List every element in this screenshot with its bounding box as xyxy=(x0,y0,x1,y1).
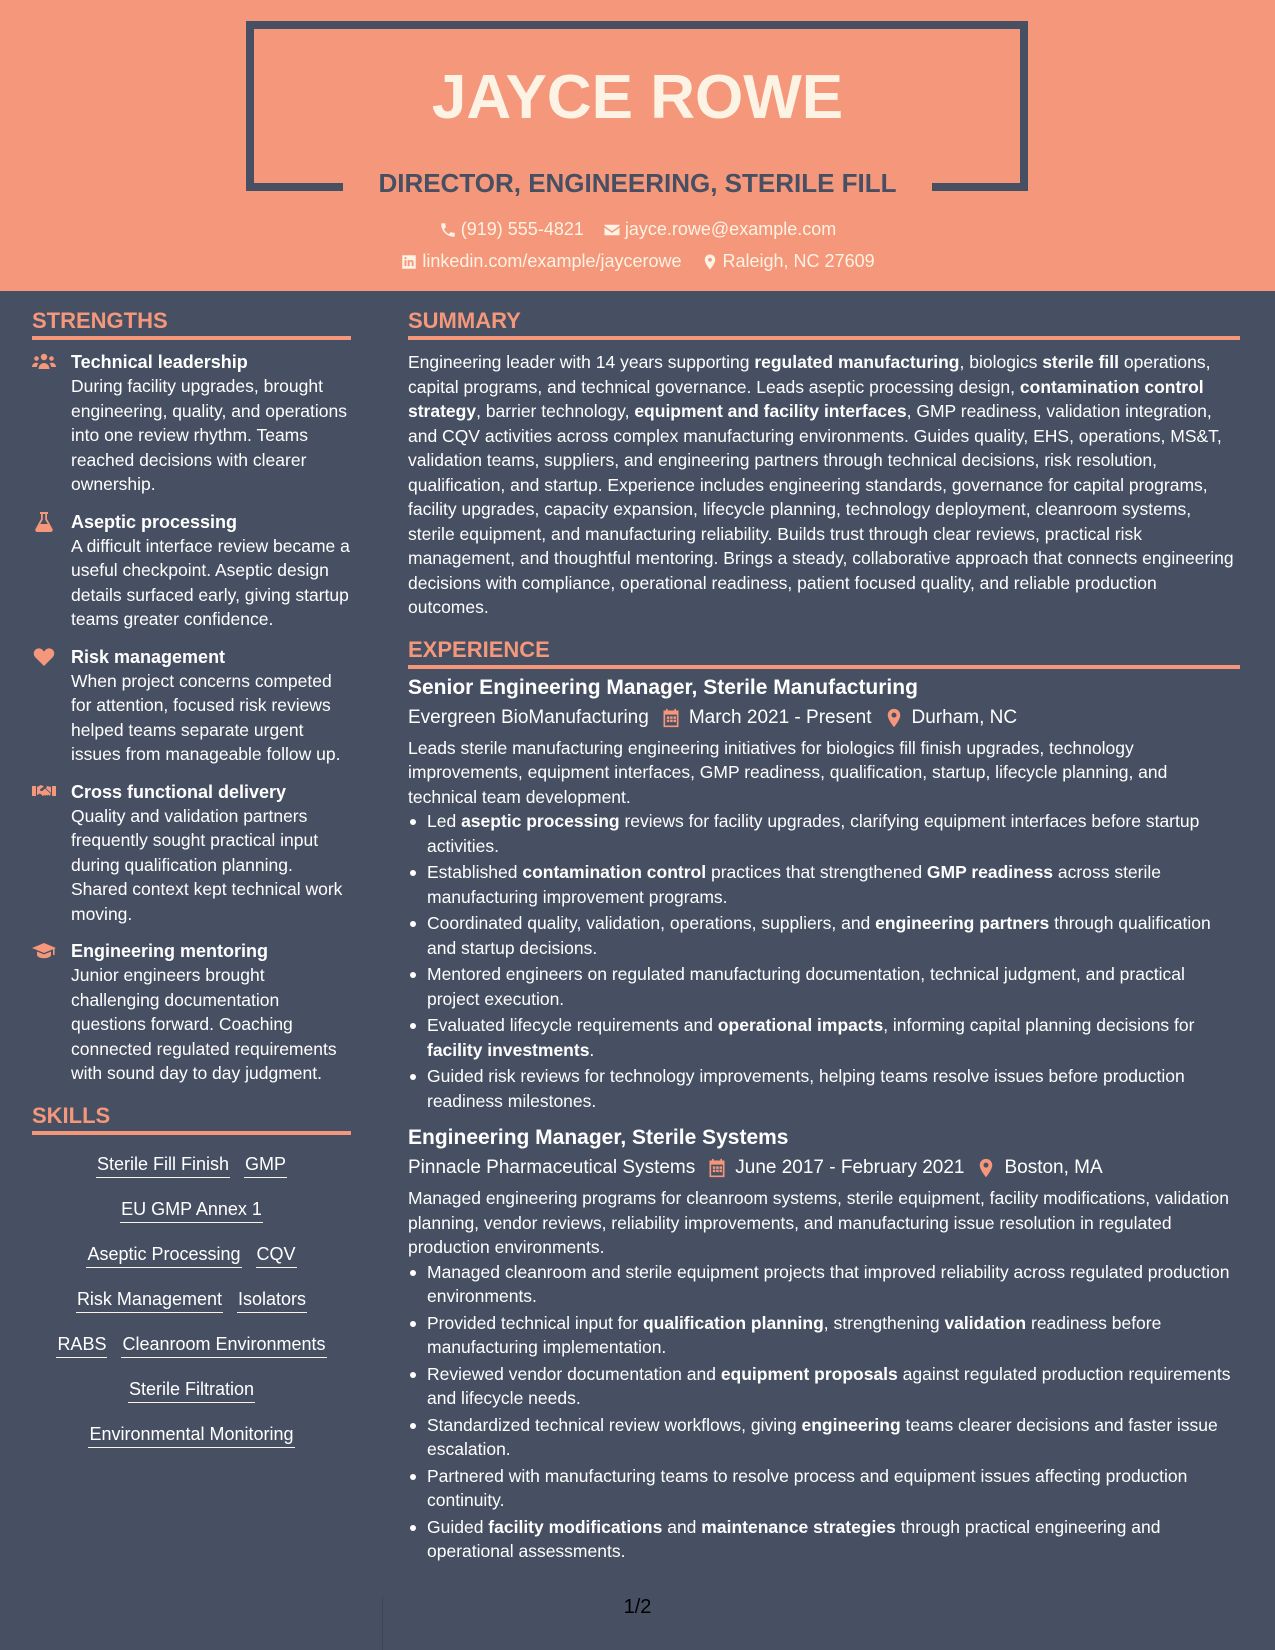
skill-tag: Environmental Monitoring xyxy=(88,1423,294,1448)
skills-rule xyxy=(32,1131,351,1135)
skill-tag: CQV xyxy=(256,1243,297,1268)
skill-tag: Risk Management xyxy=(76,1288,223,1313)
job-title-headline: DIRECTOR, ENGINEERING, STERILE FILL xyxy=(378,168,897,198)
skills-section xyxy=(32,1100,351,1468)
bullet-item: Coordinated quality, validation, operations, suppliers, and engineering partners through qualification and startup decisions. xyxy=(408,911,1240,960)
strength-desc: A difficult interface review became a useful checkpoint. Aseptic design details surfaced early, giving startup teams greater confidence. xyxy=(71,535,350,629)
bullet-item: Managed cleanroom and sterile equipment projects that improved reliability across regulated production environments. xyxy=(408,1260,1240,1309)
linkedin-contact[interactable] xyxy=(400,251,681,272)
strength-item xyxy=(32,645,351,767)
bullet-item: Reviewed vendor documentation and equipment proposals against regulated production requirements and lifecycle needs. xyxy=(408,1362,1240,1411)
company-name: Pinnacle Pharmaceutical Systems xyxy=(408,1157,696,1178)
candidate-name: JAYCE ROWE xyxy=(431,63,844,132)
email-text: jayce.rowe@example.com xyxy=(624,219,837,239)
phone-text: (919) 555-4821 xyxy=(460,219,584,239)
job-bullets xyxy=(408,809,1240,1113)
envelope-icon xyxy=(603,221,621,239)
location-text: Raleigh, NC 27609 xyxy=(722,251,875,271)
job-description: Managed engineering programs for cleanroom systems, sterile equipment, facility modifications, validation planning, vendor reviews, reliability improvements, and manufacturing issue resolution in regulated production environments. xyxy=(408,1188,1229,1257)
strength-title: Engineering mentoring xyxy=(71,941,269,961)
phone-contact[interactable] xyxy=(439,219,584,240)
handshake-icon xyxy=(32,782,58,802)
left-column xyxy=(32,305,351,1468)
map-pin-icon xyxy=(701,253,719,271)
skill-tag: Cleanroom Environments xyxy=(121,1333,326,1358)
right-column xyxy=(408,305,1240,1566)
skill-tag: Aseptic Processing xyxy=(86,1243,241,1268)
strength-desc: During facility upgrades, brought engineering, quality, and operations into one review rhythm. Teams reached decisions with clearer ownership. xyxy=(71,376,347,494)
strength-item xyxy=(32,780,351,927)
location-contact xyxy=(701,251,875,272)
strength-desc: Quality and validation partners frequently sought practical input during qualification planning. Shared context kept technical work moving. xyxy=(71,805,343,924)
users-icon xyxy=(32,352,58,372)
strength-title: Aseptic processing xyxy=(71,511,238,532)
bullet-item: Standardized technical review workflows, giving engineering teams clearer decisions and faster issue escalation. xyxy=(408,1413,1240,1462)
bullet-item: Led aseptic processing reviews for facility upgrades, clarifying equipment interfaces before startup activities. xyxy=(408,809,1240,858)
email-contact[interactable] xyxy=(603,219,836,240)
job-bullets xyxy=(408,1260,1240,1564)
calendar-icon xyxy=(707,1158,727,1178)
contact-row-1 xyxy=(0,219,1275,244)
experience-rule xyxy=(408,665,1240,669)
summary-text: Engineering leader with 14 years supporting regulated manufacturing, biologics sterile fill operations, capital programs, and technical governance. Leads aseptic processing design, contamination control strategy, barrier technology, equipment and facility interfaces, GMP readiness, validation integration, and CQV activities across complex manufacturing environments. Guides quality, EHS, operations, MS&T, validation teams, suppliers, and engineering partners through technical decisions, risk resolution, qualification, and startup. Experience includes engineering standards, governance for capital programs, facility upgrades, capacity expansion, lifecycle planning, technology deployment, cleanroom systems, sterile equipment, and manufacturing reliability. Builds trust through clear reviews, practical risk management, and thoughtful mentoring. Brings a steady, collaborative approach that connects engineering decisions with compliance, operational readiness, patient focused quality, and reliable production outcomes. xyxy=(408,352,1234,617)
experience-heading: EXPERIENCE xyxy=(408,636,550,662)
company-name: Evergreen BioManufacturing xyxy=(408,706,649,728)
bullet-item: Provided technical input for qualification planning, strengthening validation readiness before manufacturing implementation. xyxy=(408,1311,1240,1360)
graduation-cap-icon xyxy=(32,941,58,961)
calendar-icon xyxy=(661,708,681,728)
job-meta xyxy=(408,1153,1240,1183)
linkedin-icon xyxy=(400,253,418,271)
strength-title: Risk management xyxy=(71,646,226,667)
page-number: 1/2 xyxy=(623,1596,652,1618)
bullet-item: Partnered with manufacturing teams to resolve process and equipment issues affecting production continuity. xyxy=(408,1464,1240,1513)
contact-row-2 xyxy=(0,251,1275,276)
job-entry xyxy=(408,673,1240,1114)
bullet-item: Guided facility modifications and maintenance strategies through practical engineering and operational assessments. xyxy=(408,1515,1240,1564)
header-band xyxy=(0,0,1275,291)
phone-icon xyxy=(439,221,457,239)
frame-top-border xyxy=(246,21,1028,29)
job-dates: March 2021 - Present xyxy=(688,706,872,728)
job-title: Senior Engineering Manager, Sterile Manufacturing xyxy=(408,675,918,699)
job-title: Engineering Manager, Sterile Systems xyxy=(408,1126,789,1149)
heart-icon xyxy=(32,647,58,667)
summary-rule xyxy=(408,336,1240,340)
job-dates: June 2017 - February 2021 xyxy=(735,1157,965,1178)
linkedin-text: linkedin.com/example/jaycerowe xyxy=(422,251,682,271)
skill-tag: RABS xyxy=(56,1333,107,1358)
job-location: Durham, NC xyxy=(911,706,1018,728)
summary-heading: SUMMARY xyxy=(408,308,521,333)
bullet-item: Established contamination control practices that strengthened GMP readiness across sterile manufacturing improvement programs. xyxy=(408,860,1240,909)
job-description: Leads sterile manufacturing engineering initiatives for biologics fill finish upgrades, technology improvements, equipment interfaces, GMP readiness, qualification, startup, lifecycle planning, and technical team development. xyxy=(408,737,1168,807)
strengths-rule xyxy=(32,336,351,340)
skill-tag: Sterile Filtration xyxy=(128,1378,255,1403)
bullet-item: Guided risk reviews for technology improvements, helping teams resolve issues before production readiness milestones. xyxy=(408,1064,1240,1113)
skills-heading: SKILLS xyxy=(32,1102,111,1128)
skills-list xyxy=(32,1145,351,1468)
job-location: Boston, MA xyxy=(1004,1157,1103,1178)
strength-item xyxy=(32,510,351,632)
skill-tag: EU GMP Annex 1 xyxy=(120,1198,263,1223)
map-pin-icon xyxy=(976,1158,996,1178)
bullet-item: Mentored engineers on regulated manufacturing documentation, technical judgment, and practical project execution. xyxy=(408,962,1240,1011)
skill-tag: Sterile Fill Finish xyxy=(96,1153,230,1178)
job-entry xyxy=(408,1123,1240,1564)
skill-tag: GMP xyxy=(244,1153,287,1178)
map-pin-icon xyxy=(884,708,904,728)
strength-item xyxy=(32,939,351,1086)
strength-title: Cross functional delivery xyxy=(71,781,287,802)
strengths-heading: STRENGTHS xyxy=(32,308,168,333)
strength-desc: Junior engineers brought challenging documentation questions forward. Coaching connected regulated requirements with sound day to day judgment. xyxy=(71,965,337,1083)
job-meta xyxy=(408,703,1240,733)
skill-tag: Isolators xyxy=(237,1288,307,1313)
strength-item xyxy=(32,350,351,497)
strength-desc: When project concerns competed for attention, focused risk reviews helped teams separate urgent issues from manageable follow up. xyxy=(71,670,341,764)
bullet-item: Evaluated lifecycle requirements and operational impacts, informing capital planning decisions for facility investments. xyxy=(408,1013,1240,1062)
flask-icon xyxy=(32,512,58,532)
strength-title: Technical leadership xyxy=(71,352,248,372)
